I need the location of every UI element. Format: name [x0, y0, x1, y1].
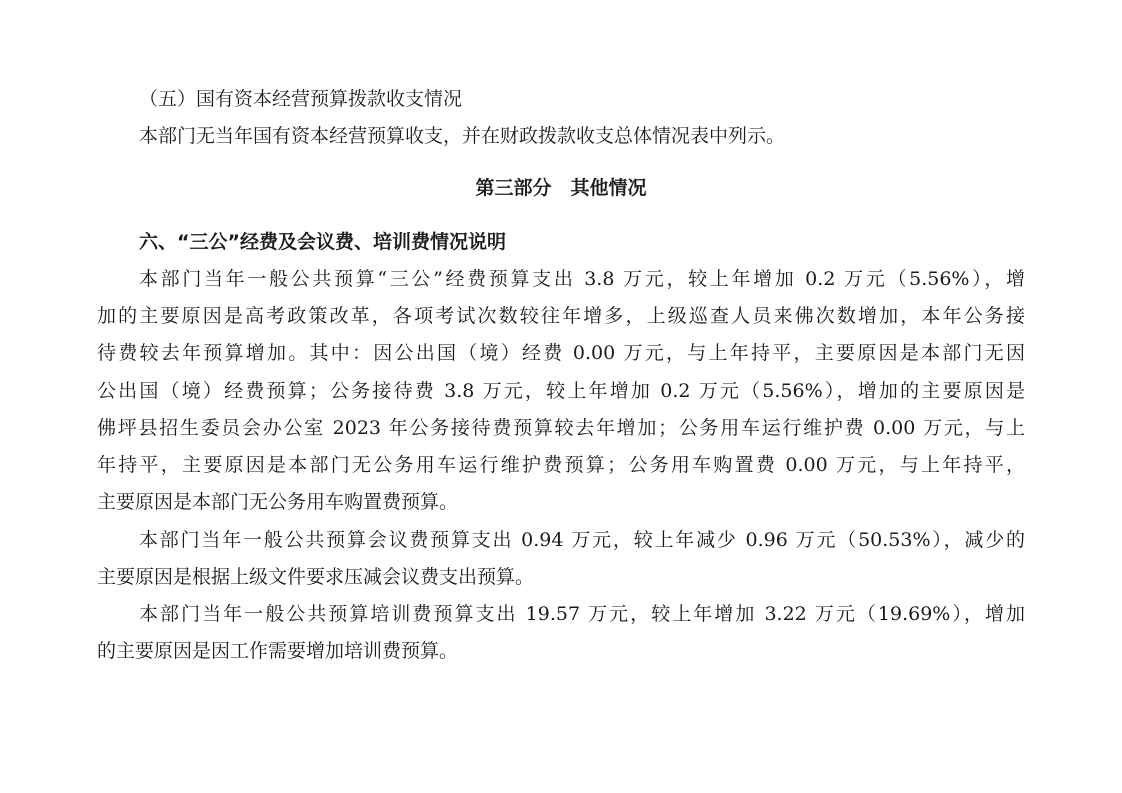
paragraph-line: 主要原因是根据上级文件要求压减会议费支出预算。: [97, 566, 535, 588]
paragraph-line: 的主要原因是因工作需要增加培训费预算。: [97, 640, 459, 662]
part-3-title: 第三部分 其他情况: [475, 177, 647, 199]
paragraph-line: 加的主要原因是高考政策改革，各项考试次数较往年增多，上级巡查人员来佛次数增加，本年公务接: [97, 305, 1025, 327]
section-5-title: （五）国有资本经营预算拨款收支情况: [139, 88, 463, 110]
paragraph-line: 佛坪县招生委员会办公室 2023 年公务接待费预算较去年增加；公务用车运行维护费 0.00 万元，与上: [97, 417, 1025, 439]
paragraph-line: 本部门当年一般公共预算“三公”经费预算支出 3.8 万元，较上年增加 0.2 万元（5.56%），增: [139, 268, 1025, 290]
paragraph-line: 公出国（境）经费预算；公务接待费 3.8 万元，较上年增加 0.2 万元（5.56%），增加的主要原因是: [97, 380, 1025, 402]
paragraph-line: 待费较去年预算增加。其中：因公出国（境）经费 0.00 万元，与上年持平，主要原因是本部门无因: [97, 342, 1025, 364]
section-6-title: 六、“三公”经费及会议费、培训费情况说明: [139, 231, 506, 253]
paragraph-line: 年持平，主要原因是本部门无公务用车运行维护费预算；公务用车购置费 0.00 万元，与上年持平，: [97, 454, 1025, 476]
paragraph-line: 本部门当年一般公共预算会议费预算支出 0.94 万元，较上年减少 0.96 万元（50.53%），减少的: [139, 529, 1025, 551]
paragraph-line: 本部门当年一般公共预算培训费预算支出 19.57 万元，较上年增加 3.22 万元（19.69%），增加: [139, 603, 1025, 625]
paragraph-line: 主要原因是本部门无公务用车购置费预算。: [97, 491, 459, 513]
section-5-body: 本部门无当年国有资本经营预算收支，并在财政拨款收支总体情况表中列示。: [139, 125, 786, 147]
